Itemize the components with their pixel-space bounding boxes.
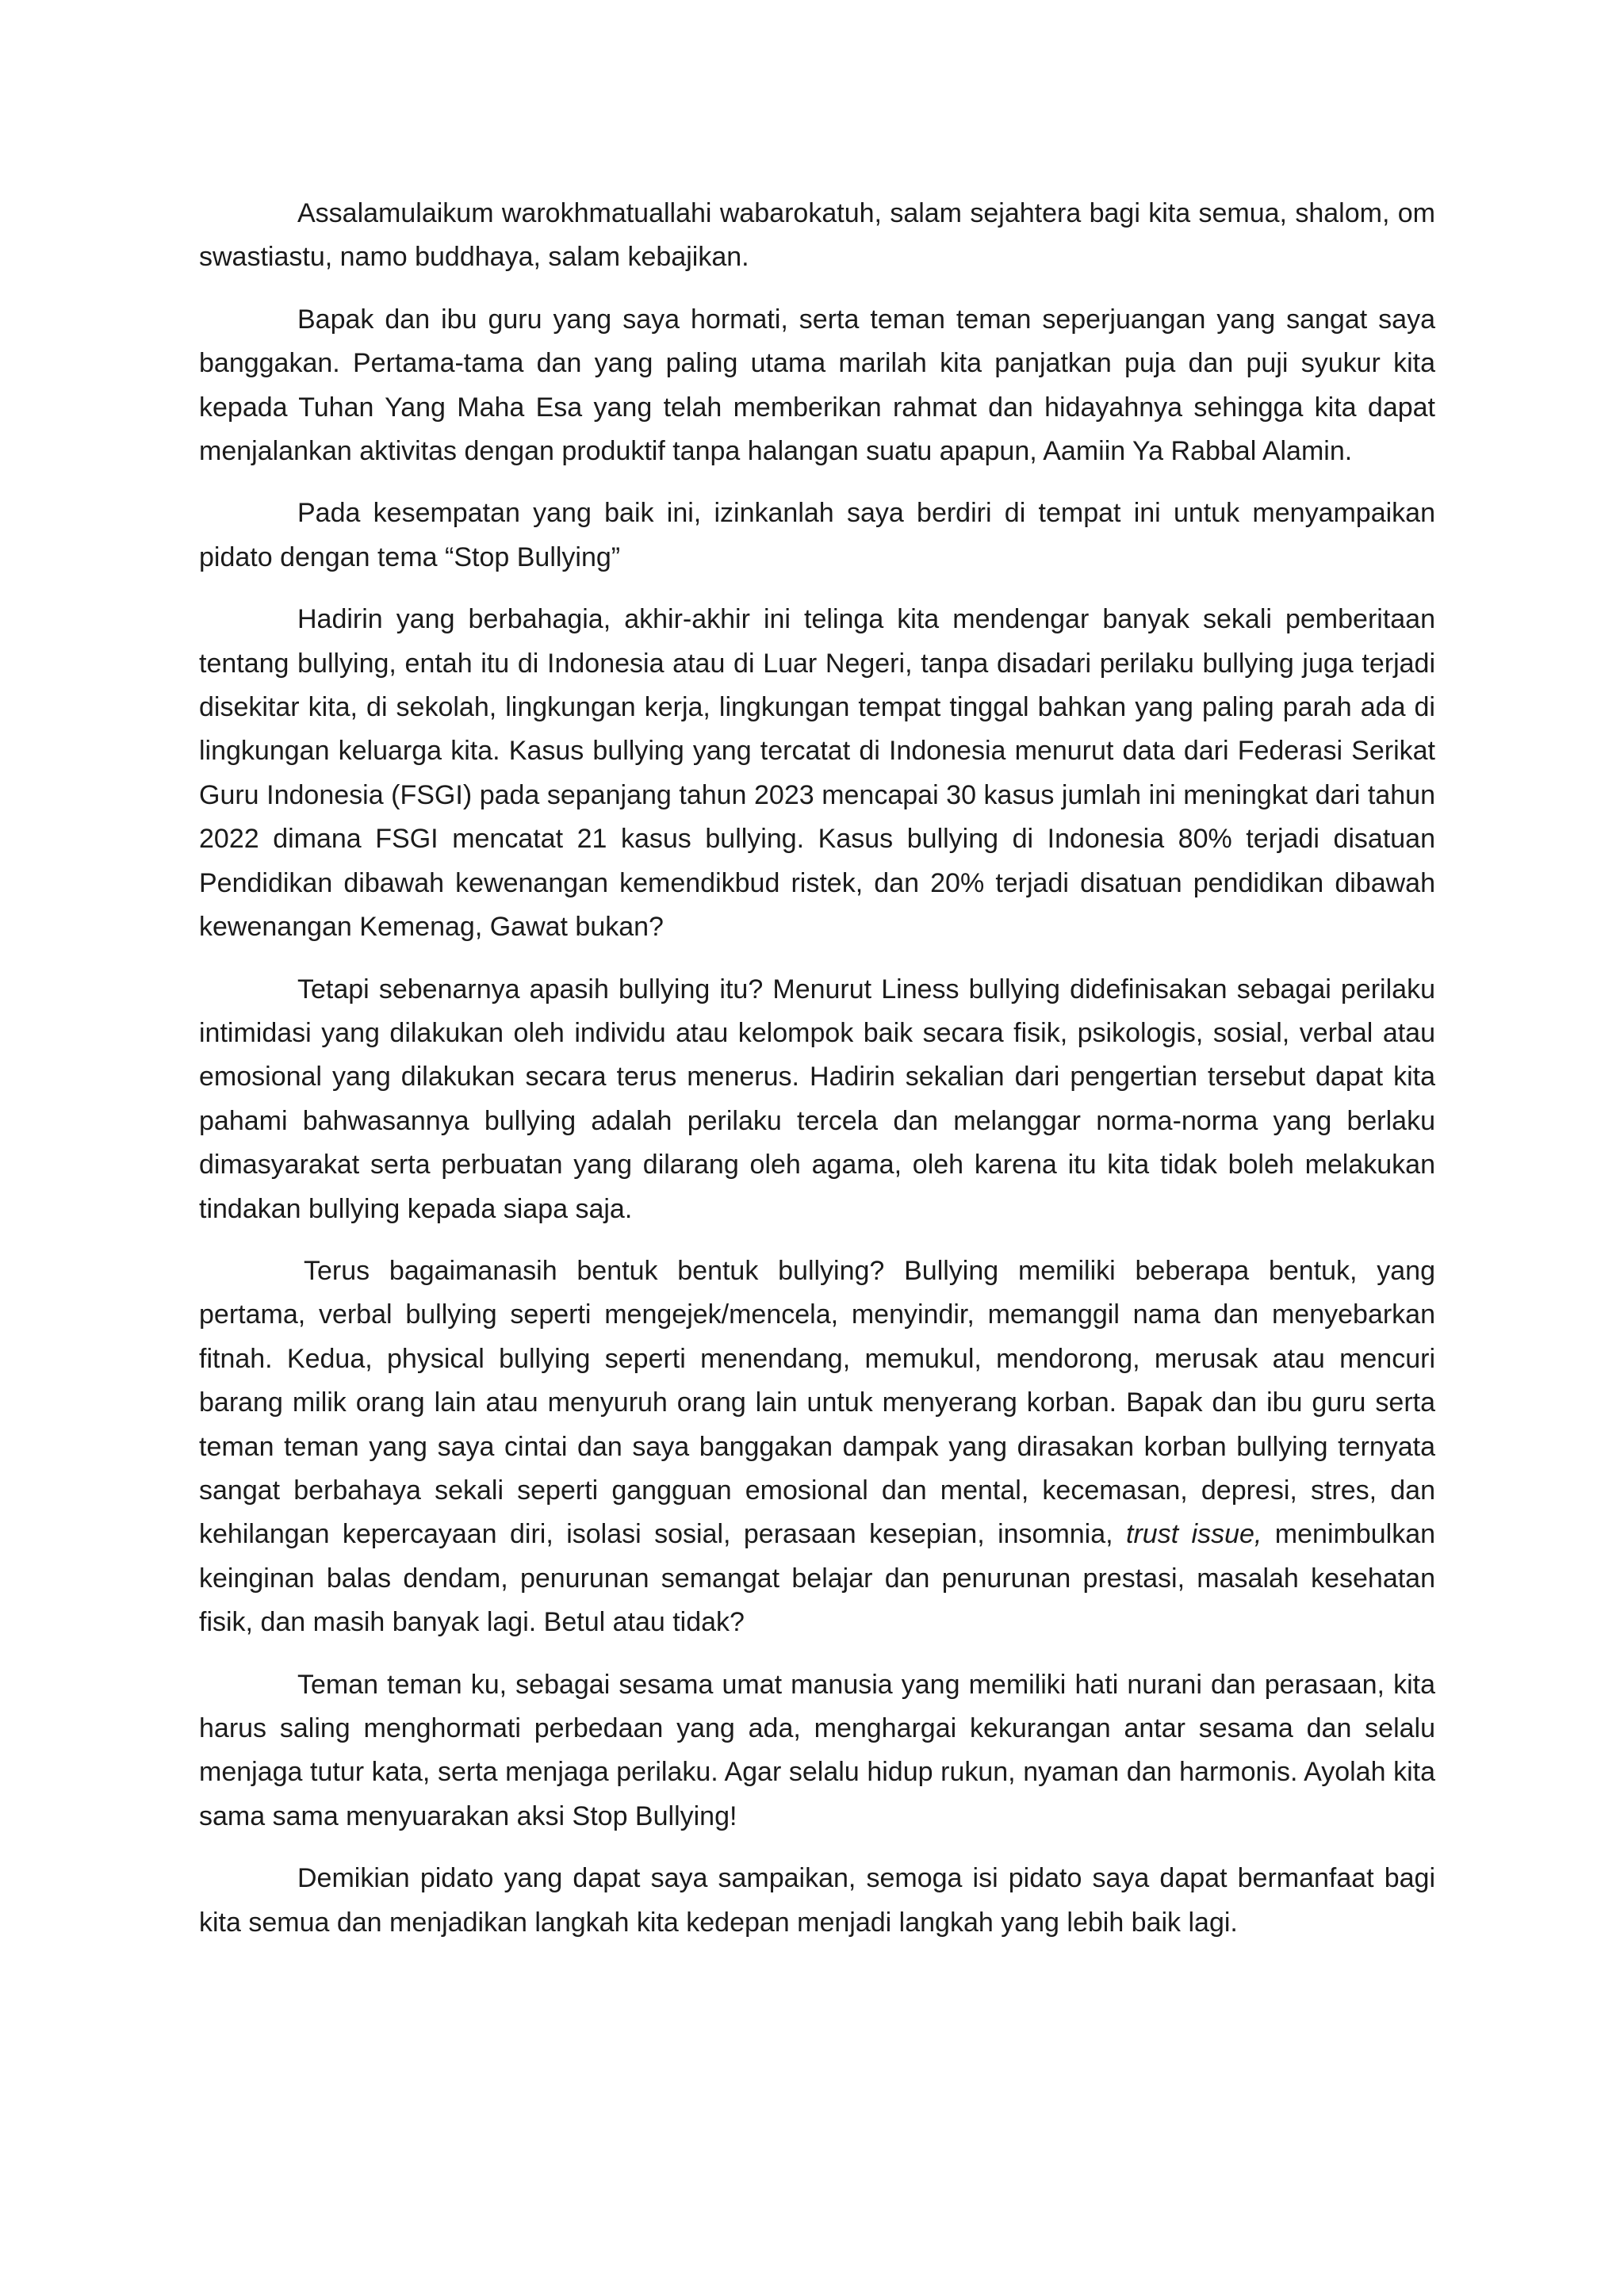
paragraph-bullying-forms-part-1: Terus bagaimanasih bentuk bentuk bullying? Bullying memiliki beberapa bentuk, yang pertama, verbal bullying seperti mengejek/mencela, menyindir, memanggil nama dan menyebarkan fitnah. Kedua, physical bullying seperti menendang, memukul, mendorong, merusak atau mencuri barang milik orang lain atau menyuruh orang lain untuk menyerang korban. Bapak dan ibu guru serta teman teman yang saya cintai dan saya banggakan dampak yang dirasakan korban bullying ternyata sangat berbahaya sekali seperti gangguan emosional dan mental, kecemasan, depresi, stres, dan kehilangan kepercayaan diri, isolasi sosial, perasaan kesepian, insomnia, bbox=[199, 1255, 1435, 1550]
paragraph-greeting: Assalamulaikum warokhmatuallahi wabarokatuh, salam sejahtera bagi kita semua, shalom, om swastiastu, namo buddhaya, salam kebajikan. bbox=[199, 198, 1435, 273]
paragraph-opening: Bapak dan ibu guru yang saya hormati, serta teman teman seperjuangan yang sangat saya banggakan. Pertama-tama dan yang paling utama marilah kita panjatkan puja dan puji syukur kita kepada Tuhan Yang Maha Esa yang telah memberikan rahmat dan hidayahnya sehingga kita dapat menjalankan aktivitas dengan produktif tanpa halangan suatu apapun, Aamiin Ya Rabbal Alamin. bbox=[199, 304, 1435, 467]
paragraph-bullying-definition: Tetapi sebenarnya apasih bullying itu? Menurut Liness bullying didefinisakan sebagai perilaku intimidasi yang dilakukan oleh individu atau kelompok baik secara fisik, psikologis, sosial, verbal atau emosional yang dilakukan secara terus menerus. Hadirin sekalian dari pengertian tersebut dapat kita pahami bahwasannya bullying adalah perilaku tercela dan melanggar norma-norma yang berlaku dimasyarakat serta perbuatan yang dilarang oleh agama, oleh karena itu kita tidak boleh melakukan tindakan bullying kepada siapa saja. bbox=[199, 974, 1435, 1224]
paragraph-theme: Pada kesempatan yang baik ini, izinkanlah saya berdiri di tempat ini untuk menyampaikan pidato dengan tema “Stop Bullying” bbox=[199, 498, 1435, 572]
speech-body bbox=[199, 192, 1435, 1945]
paragraph-closing: Demikian pidato yang dapat saya sampaikan, semoga isi pidato saya dapat bermanfaat bagi kita semua dan menjadikan langkah kita kedepan menjadi langkah yang lebih baik lagi. bbox=[199, 1863, 1435, 1938]
italic-term-trust-issue: trust issue, bbox=[1126, 1519, 1262, 1550]
paragraph-bullying-forms-part-2: menimbulkan keinginan balas dendam, penurunan semangat belajar dan penurunan prestasi, masalah kesehatan fisik, dan masih banyak lagi. Betul atau tidak? bbox=[199, 1519, 1436, 1638]
paragraph-bullying-cases: Hadirin yang berbahagia, akhir-akhir ini telinga kita mendengar banyak sekali pemberitaan tentang bullying, entah itu di Indonesia atau di Luar Negeri, tanpa disadari perilaku bullying juga terjadi disekitar kita, di sekolah, lingkungan kerja, lingkungan tempat tinggal bahkan yang paling parah ada di lingkungan keluarga kita. Kasus bullying yang tercatat di Indonesia menurut data dari Federasi Serikat Guru Indonesia (FSGI) pada sepanjang tahun 2023 mencapai 30 kasus jumlah ini meningkat dari tahun 2022 dimana FSGI mencatat 21 kasus bullying. Kasus bullying di Indonesia 80% terjadi disatuan Pendidikan dibawah kewenangan kemendikbud ristek, dan 20% terjadi disatuan pendidikan dibawah kewenangan Kemenag, Gawat bukan? bbox=[199, 604, 1435, 943]
paragraph-bullying-forms bbox=[199, 1249, 1435, 1645]
paragraph-appeal: Teman teman ku, sebagai sesama umat manusia yang memiliki hati nurani dan perasaan, kita harus saling menghormati perbedaan yang ada, menghargai kekurangan antar sesama dan selalu menjaga tutur kata, serta menjaga perilaku. Agar selalu hidup rukun, nyaman dan harmonis. Ayolah kita sama sama menyuarakan aksi Stop Bullying! bbox=[199, 1669, 1435, 1831]
